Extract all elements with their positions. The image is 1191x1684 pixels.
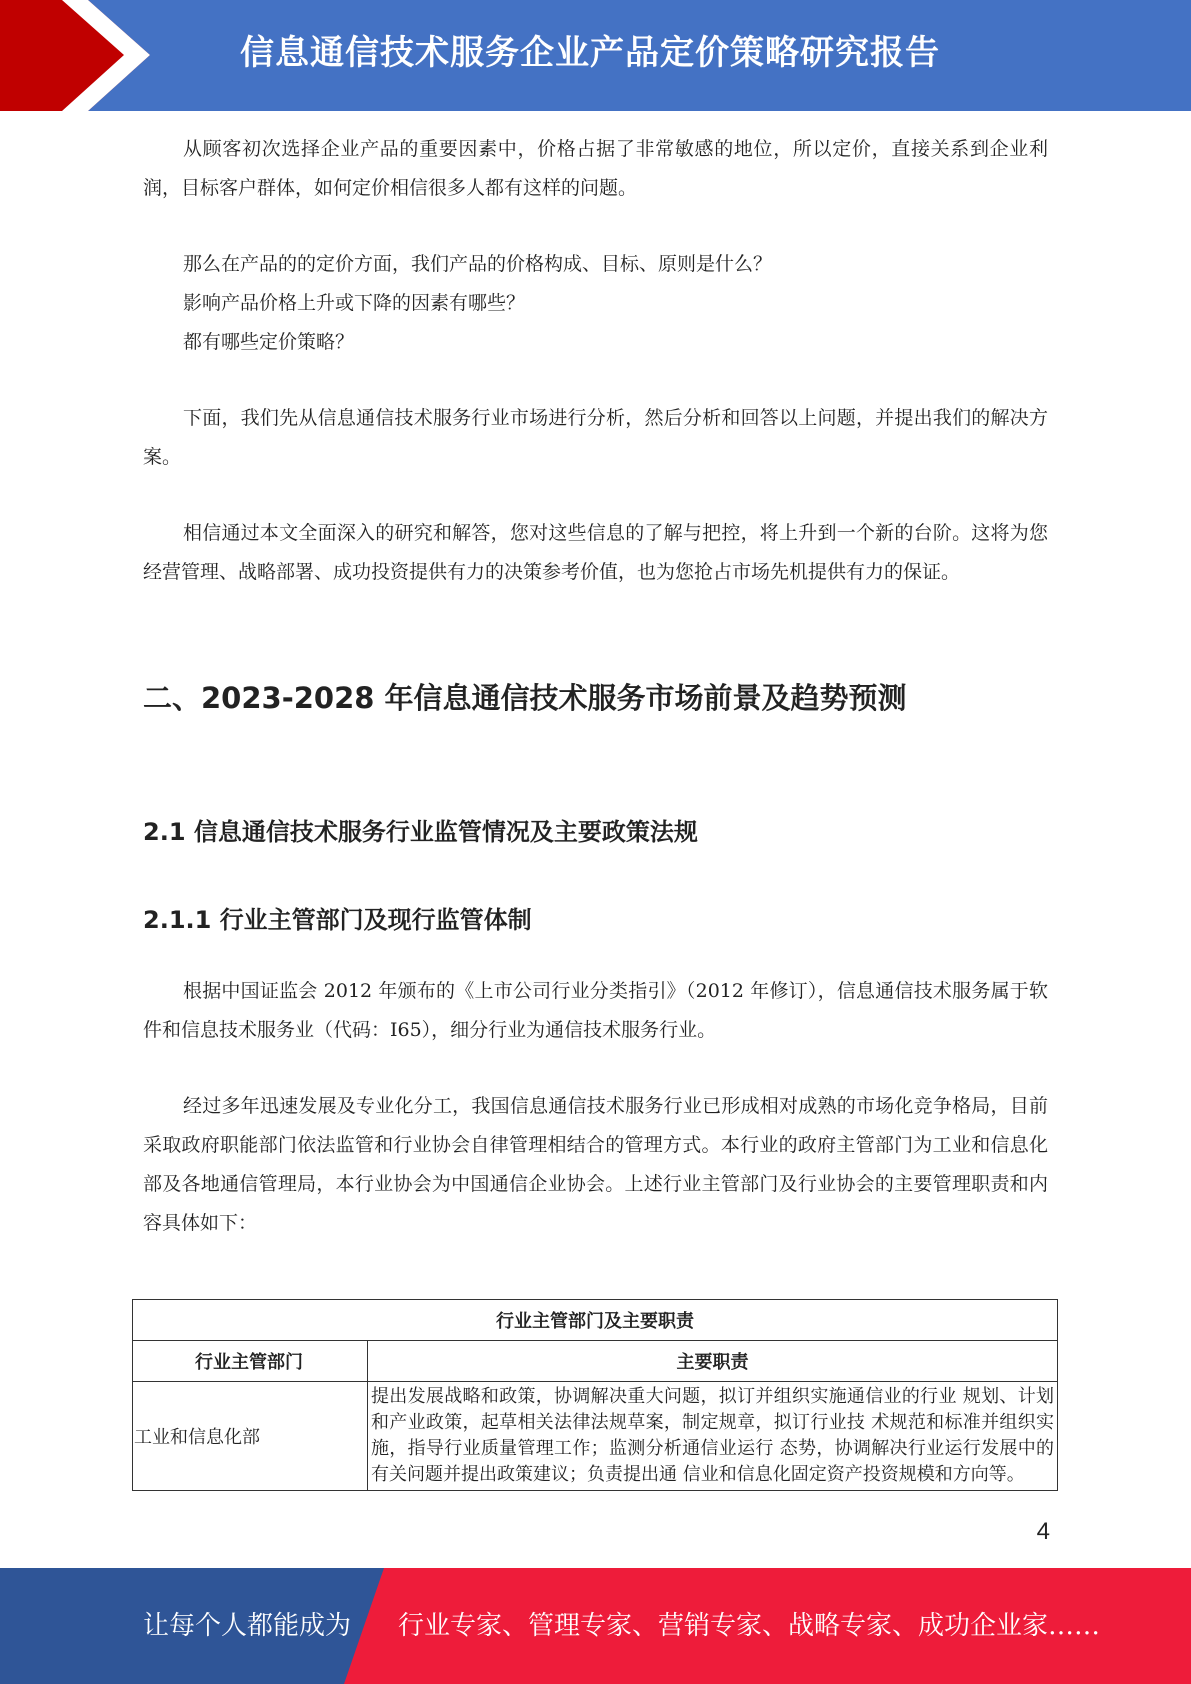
section-paragraph-2: 经过多年迅速发展及专业化分工，我国信息通信技术服务行业已形成相对成熟的市场化竞争格局，目前采取政府职能部门依法监管和行业协会自律管理相结合的管理方式。本行业的政府主管部门为工业和信息化部及各地通信管理局，本行业协会为中国通信企业协会。上述行业主管部门及行业协会的主要管理职责和内容具体如下： (143, 1095, 1048, 1234)
header-title: 信息通信技术服务企业产品定价策略研究报告 (240, 33, 940, 73)
table-cell-dept: 工业和信息化部 (133, 1382, 368, 1491)
intro-paragraph-3: 相信通过本文全面深入的研究和解答，您对这些信息的了解与把控，将上升到一个新的台阶。这将为您经营管理、战略部署、成功投资提供有力的决策参考价值，也为您抢占市场先机提供有力的保证。 (143, 522, 1048, 583)
main-content (143, 130, 1048, 1243)
page-header (0, 0, 1191, 111)
intro-paragraph-1: 从顾客初次选择企业产品的重要因素中，价格占据了非常敏感的地位，所以定价，直接关系到企业利润，目标客户群体，如何定价相信很多人都有这样的问题。 (143, 138, 1048, 199)
intro-question-3: 都有哪些定价策略？ (183, 331, 355, 353)
page-footer (0, 1568, 1191, 1684)
subsubsection-heading: 2.1.1 行业主管部门及现行监管体制 (143, 906, 532, 934)
page-number: 4 (1036, 1518, 1050, 1545)
table-row (133, 1382, 1058, 1491)
section-paragraph-1: 根据中国证监会 2012 年颁布的《上市公司行业分类指引》（2012 年修订），信息通信技术服务属于软件和信息技术服务业（代码：I65），细分行业为通信技术服务行业。 (143, 980, 1049, 1041)
table-header-duty: 主要职责 (368, 1341, 1058, 1382)
footer-slogan-right: 行业专家、管理专家、营销专家、战略专家、成功企业家…… (398, 1611, 1101, 1641)
table-cell-duty: 提出发展战略和政策，协调解决重大问题，拟订并组织实施通信业的行业 规划、计划和产业政策，起草相关法律法规草案，制定规章，拟订行业技 术规范和标准并组织实施，指导行业质量管理工作；监测分析通信业运行 态势，协调解决行业运行发展中的有关问题并提出政策建议；负责提出通 信业和信息化固定资产投资规模和方向等。 (368, 1382, 1058, 1491)
subsection-heading: 2.1 信息通信技术服务行业监管情况及主要政策法规 (143, 818, 698, 846)
footer-slogan-left: 让每个人都能成为 (143, 1611, 352, 1641)
table-header-dept: 行业主管部门 (133, 1341, 368, 1382)
duty-table (132, 1299, 1058, 1491)
intro-question-1: 那么在产品的的定价方面，我们产品的价格构成、目标、原则是什么？ (183, 253, 773, 275)
section-heading: 二、2023-2028 年信息通信技术服务市场前景及趋势预测 (143, 681, 907, 715)
table-caption: 行业主管部门及主要职责 (133, 1300, 1058, 1341)
intro-paragraph-2: 下面，我们先从信息通信技术服务行业市场进行分析，然后分析和回答以上问题，并提出我们的解决方案。 (143, 407, 1048, 468)
intro-question-2: 影响产品价格上升或下降的因素有哪些？ (183, 292, 526, 314)
